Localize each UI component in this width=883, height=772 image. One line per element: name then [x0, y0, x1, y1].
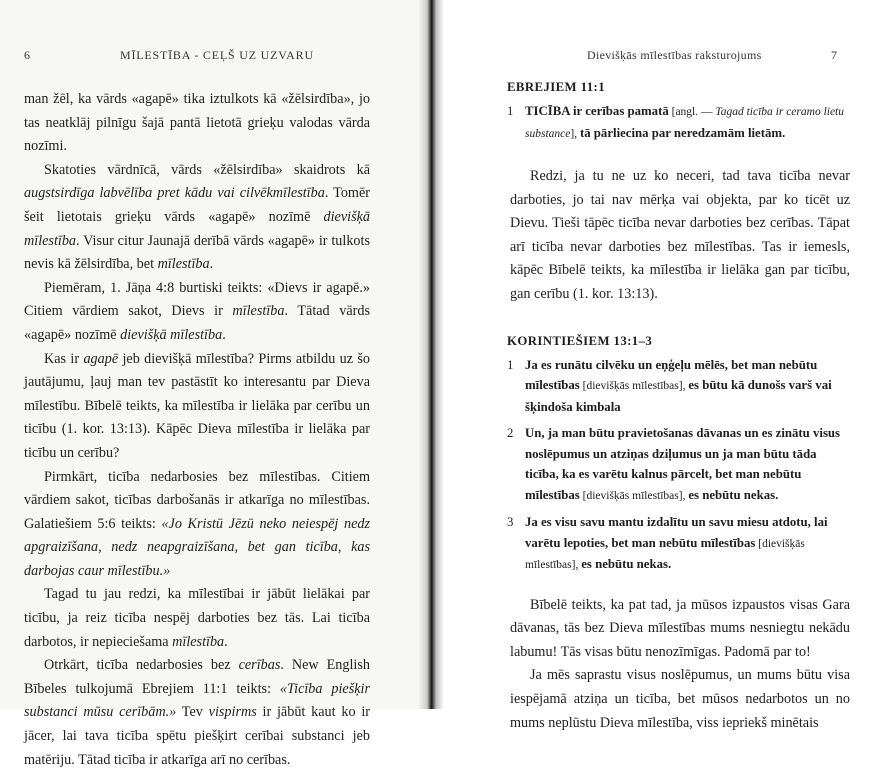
- verse-text: [525, 358, 832, 414]
- text-run: es nebūtu nekas.: [581, 557, 672, 572]
- paragraph: [510, 594, 850, 665]
- text-run: Otrkārt, ticība nedarbosies bez: [44, 657, 239, 674]
- text-run: dievišķā mīlestība: [24, 208, 370, 249]
- text-run: Piemēram, 1. Jāņa 4:8 burtiski teikts: «Dievs ir agapē.» Citiem vārdiem sakot, Dievs ir: [24, 279, 370, 320]
- text-run: es nebūtu nekas.: [688, 487, 779, 502]
- text-run: [angl. —: [668, 106, 716, 118]
- left-page-number: 6: [24, 48, 31, 62]
- text-run: cerības: [238, 657, 281, 674]
- scripture-block-hebrews: [507, 80, 850, 144]
- text-run: augstsirdīga labvēlība pret kādu vai cilvēkmīlestība: [24, 185, 325, 202]
- paragraph: [24, 277, 370, 348]
- text-run: ir jābūt kaut ko ir jācer, lai tava ticība spētu piešķirt cerībai substanci jeb matēriju. Tātad ticība ir atkarīga arī no cerības.: [24, 704, 370, 768]
- book-spine-shadow: [418, 0, 444, 709]
- text-run: .: [224, 633, 228, 650]
- text-run: jeb dievišķā mīlestība? Pirms atbildu uz šo jautājumu, ļauj man tev pastāstīt ko interesantu par Dieva mīlestību. Bībelē teikts, ka mīlestība ir lielāka par cerību un ticību (1. kor. 13:13). Kāpēc Dieva mīlestība ir lielāka par ticību un cerību?: [24, 350, 370, 461]
- paragraph: [510, 664, 850, 735]
- text-run: mīlestība: [157, 256, 210, 273]
- text-run: Tev: [176, 704, 209, 721]
- right-page-number: 7: [831, 48, 838, 62]
- text-run: ],: [570, 127, 580, 140]
- text-run: mīlestība: [172, 633, 225, 650]
- text-run: «Ticība piešķir substanci mūsu cerībām.»: [24, 680, 370, 721]
- verse-text: [525, 104, 844, 140]
- paragraph: [24, 654, 370, 772]
- text-run: . Tomēr šeit lietotais grieķu vārds «agapē» nozīmē: [24, 185, 370, 225]
- left-running-title: MĪLESTĪBA - CEĻŠ UZ UZVARU: [120, 48, 314, 62]
- verse-number: 1: [507, 357, 514, 372]
- verse: [507, 512, 850, 576]
- verse-number: 3: [507, 515, 514, 530]
- text-run: Un, ja man būtu pravietošanas dāvanas un es zinātu visus noslēpumus un atziņas dziļumus un ja man būtu tāda ticība, ka es varētu kalnus pārcelt, bet man nebūtu mīlestības: [525, 426, 841, 502]
- verse-text: [525, 515, 828, 571]
- verse: [507, 101, 850, 144]
- text-run: Tagad tu jau redzi, ka mīlestībai ir jābūt lielākai par ticību, ja reiz ticība nespēj darboties bez tās. Lai ticība darbotos, ir nepieciešama: [24, 586, 370, 650]
- text-run: . Visur citur Jaunajā derībā vārds «agapē» ir tulkots nevis kā žēlsirdība, bet: [24, 232, 370, 273]
- paragraph: [24, 348, 370, 466]
- text-run: Ja es runātu cilvēku un eņģeļu mēlēs, bet man nebūtu mīlestības: [525, 357, 818, 393]
- text-run: Ja es visu savu mantu izdalītu un savu miesu atdotu, lai varētu lepoties, bet man nebūtu mīlestības: [525, 515, 828, 550]
- left-page: [0, 0, 433, 768]
- text-run: [dievišķās mīlestības],: [579, 380, 689, 393]
- text-run: .: [209, 256, 214, 273]
- right-running-title: Dievišķās mīlestības raksturojums: [587, 48, 762, 62]
- paragraph: [24, 583, 370, 654]
- verse: [507, 423, 850, 506]
- right-page-body: [507, 80, 850, 735]
- text-run: TICĪBA ir cerības pamatā: [525, 104, 669, 118]
- text-run: Tagad ticība ir ceramo lietu substance: [525, 106, 845, 140]
- right-paragraph-block-1: [510, 165, 850, 307]
- verse-number: 1: [507, 104, 514, 118]
- scripture-title: EBREJIEM 11:1: [507, 80, 605, 94]
- text-run: agapē: [83, 350, 119, 367]
- right-page: [433, 0, 883, 731]
- text-run: Pirmkārt, ticība nedarbosies bez mīlestības. Citiem vārdiem sakot, ticības darbošanās ir atkarīga no mīlestības. Galatiešiem 5:6 teikts:: [24, 468, 370, 532]
- text-run: Kas ir: [44, 350, 84, 367]
- paragraph: [24, 466, 370, 584]
- paragraph: [510, 165, 850, 307]
- text-run: dievišķā mīlestība: [120, 326, 223, 343]
- scripture-block-corinthians: [507, 334, 850, 576]
- right-paragraph-block-2: [510, 594, 850, 736]
- text-run: vispirms: [208, 704, 257, 721]
- text-run: . New English Bībeles tulkojumā Ebrejiem 11:1 teikts:: [24, 657, 370, 697]
- paragraph: [24, 88, 370, 159]
- text-run: tā pārliecina par neredzamām lietām.: [579, 125, 786, 140]
- text-run: es būtu kā dunošs varš vai šķindoša kimbala: [525, 378, 832, 414]
- text-run: Ja mēs saprastu visus noslēpumus, un mums būtu visa iespējamā atziņa un ticība, bet mūsos nedarbotos un no mums neplūstu Dieva mīlestība, viss iepriekš minētais: [510, 667, 850, 731]
- text-run: [dievišķās mīlestības],: [579, 489, 689, 502]
- text-run: Skatoties vārdnīcā, vārds «žēlsirdība» skaidrots kā: [44, 161, 370, 178]
- text-run: Bībelē teikts, ka pat tad, ja mūsos izpaustos visas Gara dāvanas, tās bez Dieva mīlestības mums nesniegtu nekādu labumu! Tās visas būtu nenozīmīgas. Padomā par to!: [510, 596, 850, 660]
- text-run: Redzi, ja tu ne uz ko neceri, tad tava ticība nevar darboties, jo tai nav mērķa vai objekta, par ko ticēt uz Dievu. Tieši tāpēc ticība nevar darboties bez cerības. Tāpat arī ticība nevar darboties bez mīlestības. Tas ir iemesls, kāpēc Bībelē teikts, ka mīlestība ir lielāka gan par ticību, gan cerību (1. kor. 13:13).: [510, 168, 850, 302]
- verse-number: 2: [507, 426, 514, 441]
- text-run: [dievišķās mīlestības],: [525, 537, 805, 572]
- text-run: .: [222, 326, 226, 343]
- text-run: . Tātad vārds «agapē» nozīmē: [24, 303, 370, 343]
- verse-text: [525, 426, 840, 502]
- left-page-body: [24, 88, 370, 772]
- scripture-title: KORINTIEŠIEM 13:1–3: [507, 333, 653, 348]
- text-run: man žēl, ka vārds «agapē» tika iztulkots kā «žēlsirdība», jo tas neatklāj pilnīgu šajā pantā lietotā grieķu valodas vārda nozīmi.: [24, 91, 370, 155]
- verse: [507, 355, 850, 418]
- text-run: mīlestība: [232, 303, 285, 320]
- paragraph: [24, 159, 370, 277]
- text-run: «Jo Kristū Jēzū neko neiespēj nedz apgraizīšana, nedz neapgraizīšana, bet gan ticība, kas darbojas caur mīlestību.»: [24, 515, 370, 579]
